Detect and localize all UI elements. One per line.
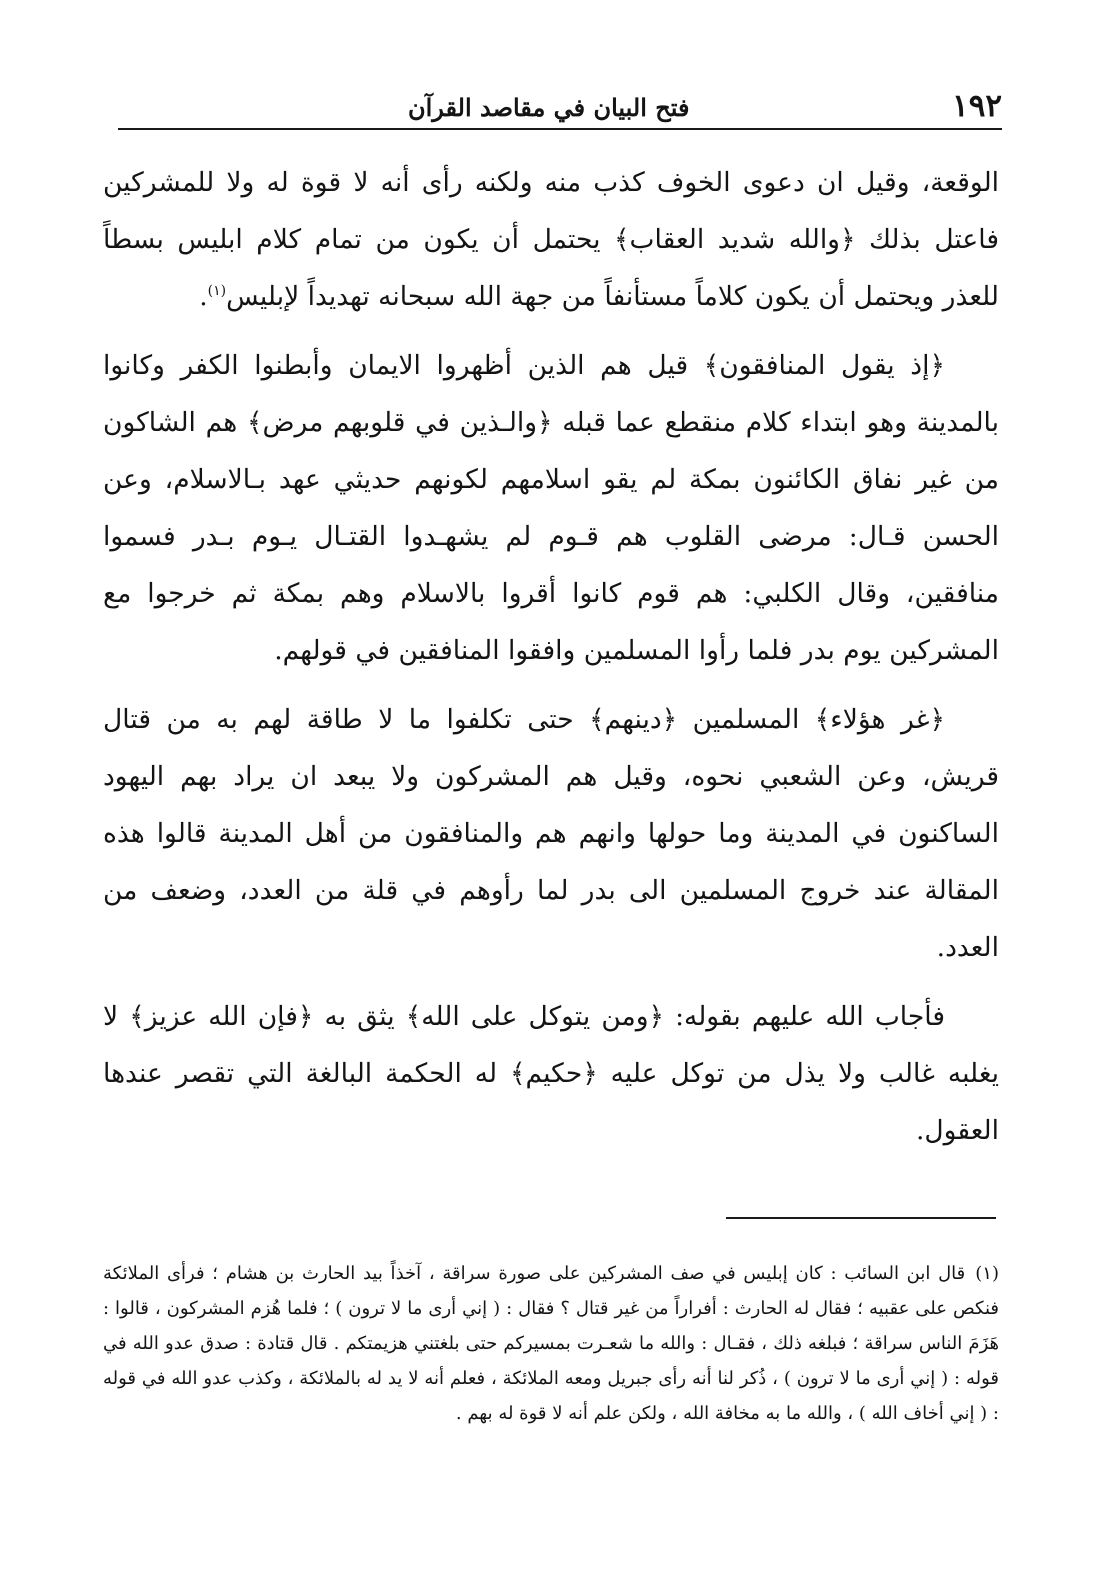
paragraph-text: ﴿غر هؤلاء﴾ المسلمين ﴿دينهم﴾ حتى تكلفوا ما لا طاقة لهم به من قتال قريش، وعن الشعبي نحوه، وقيل هم المشركون ولا يبعد ان يراد بهم اليهود الساكنون في المدينة وما حولها وانهم هم والمنافقون من أهل المدينة قالوا هذه المقالة عند خروج المسلمين الى بدر لما رأوهم في قلة من العدد، وضعف من العدد. (103, 704, 999, 963)
running-title: فتح البيان في مقاصد القرآن (408, 93, 690, 122)
footnotes (103, 1256, 999, 1431)
paragraph (103, 691, 999, 976)
paragraph (103, 337, 999, 679)
paragraph (103, 988, 999, 1159)
paragraph (103, 154, 999, 325)
footnote-text: قال ابن السائب : كان إبليس في صف المشركين على صورة سراقة ، آخذاً بيد الحارث بن هشام ؛ فرأى الملائكة فنكص على عقبيه ؛ فقال له الحارث : أفراراً من غير قتال ؟ فقال : ( إني أرى ما لا ترون ) ؛ فلما هُزم المشركون ، قالوا : هَزَمَ الناس سراقة ؛ فبلغه ذلك ، فقـال : والله ما شعـرت بمسيركم حتى بلغتني هزيمتكم . قال قتادة : صدق عدو الله في قوله : ( إني أرى ما لا ترون ) ، ذُكر لنا أنه رأى جبريل ومعه الملائكة ، فعلم أنه لا يد له بالملائكة ، وكذب عدو الله في قوله : ( إني أخاف الله ) ، والله ما به مخافة الله ، ولكن علم أنه لا قوة له بهم . (103, 1263, 999, 1424)
footnote-reference: (١) (207, 283, 227, 300)
paragraph-text: الوقعة، وقيل ان دعوى الخوف كذب منه ولكنه رأى أنه لا قوة له ولا للمشركين فاعتل بذلك ﴿والله شديد العقاب﴾ يحتمل أن يكون من تمام كلام ابليس بسطاً للعذر ويحتمل أن يكون كلاماً مستأنفاً من جهة الله سبحانه تهديداً لإبليس (103, 167, 999, 312)
footnote-number: (١) (975, 1263, 999, 1284)
page-header (118, 72, 1002, 130)
paragraph-text: فأجاب الله عليهم بقوله: ﴿ومن يتوكل على الله﴾ يثق به ﴿فإن الله عزيز﴾ لا يغلبه غالب ولا يذل من توكل عليه ﴿حكيم﴾ له الحكمة البالغة التي تقصر عندها العقول. (103, 1001, 999, 1146)
main-text (103, 154, 999, 1171)
footnote (103, 1256, 999, 1431)
page-number: ١٩٢ (952, 88, 1002, 124)
footnote-separator (726, 1217, 996, 1219)
paragraph-end-mark: . (199, 281, 208, 312)
paragraph-text: ﴿إذ يقول المنافقون﴾ قيل هم الذين أظهروا الايمان وأبطنوا الكفر وكانوا بالمدينة وهو ابتداء كلام منقطع عما قبله ﴿والـذين في قلوبهم مرض﴾ هم الشاكون من غير نفاق الكائنون بمكة لم يقو اسلامهم لكونهم حديثي عهد بـالاسلام، وعن الحسن قـال: مرضى القلوب هم قـوم لم يشهـدوا القتـال يـوم بـدر فسموا منافقين، وقال الكلبي: هم قوم كانوا أقروا بالاسلام وهم بمكة ثم خرجوا مع المشركين يوم بدر فلما رأوا المسلمين وافقوا المنافقين في قولهم. (103, 350, 999, 666)
